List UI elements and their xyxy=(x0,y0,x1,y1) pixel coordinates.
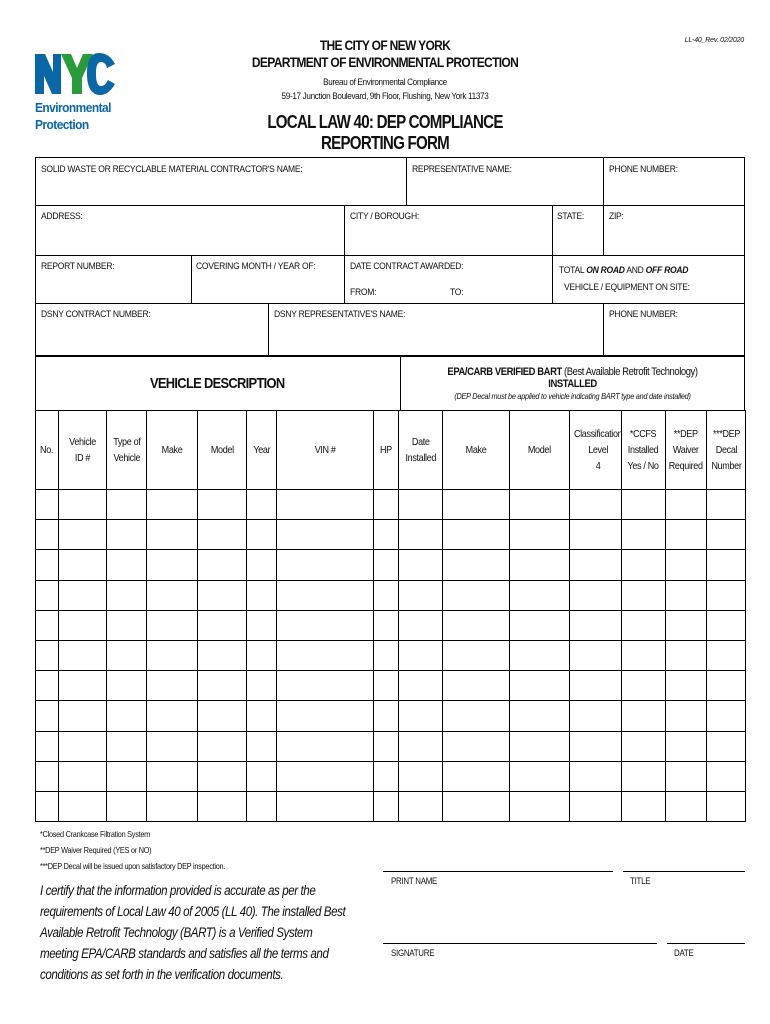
table-cell[interactable] xyxy=(107,640,147,670)
table-cell[interactable] xyxy=(374,490,399,520)
column-header: HP xyxy=(374,411,399,490)
table-cell[interactable] xyxy=(107,761,147,791)
footnote-ccfs: *Closed Crankcase Filtration System xyxy=(40,829,151,839)
table-cell[interactable] xyxy=(399,701,443,731)
table-cell[interactable] xyxy=(107,701,147,731)
table-cell[interactable] xyxy=(666,761,707,791)
column-header: Vehicle ID # xyxy=(59,411,107,490)
table-cell[interactable] xyxy=(707,550,746,580)
table-cell[interactable] xyxy=(510,671,570,701)
table-cell[interactable] xyxy=(36,791,59,821)
table-cell[interactable] xyxy=(198,520,247,550)
table-cell[interactable] xyxy=(277,580,374,610)
zip-label: ZIP: xyxy=(609,211,624,222)
table-cell[interactable] xyxy=(277,550,374,580)
table-cell[interactable] xyxy=(570,671,622,701)
table-cell[interactable] xyxy=(666,640,707,670)
table-cell[interactable] xyxy=(707,580,746,610)
date-awarded-label: DATE CONTRACT AWARDED: xyxy=(350,261,464,272)
column-header: Model xyxy=(510,411,570,490)
table-cell[interactable] xyxy=(443,490,510,520)
table-cell[interactable] xyxy=(707,490,746,520)
table-cell[interactable] xyxy=(510,791,570,821)
table-cell[interactable] xyxy=(666,580,707,610)
table-cell[interactable] xyxy=(36,490,59,520)
table-cell[interactable] xyxy=(443,580,510,610)
table-cell[interactable] xyxy=(443,550,510,580)
table-cell[interactable] xyxy=(59,580,107,610)
table-cell[interactable] xyxy=(443,610,510,640)
table-cell[interactable] xyxy=(622,731,666,761)
column-header: Model xyxy=(198,411,247,490)
table-cell[interactable] xyxy=(198,671,247,701)
table-cell[interactable] xyxy=(622,580,666,610)
table-cell[interactable] xyxy=(443,731,510,761)
address-line: 59-17 Junction Boulevard, 9th Floor, Flushing, New York 11373 xyxy=(281,91,489,102)
table-row xyxy=(36,701,746,731)
footnote-waiver: **DEP Waiver Required (YES or NO) xyxy=(40,845,152,855)
dsny-contract-label: DSNY CONTRACT NUMBER: xyxy=(41,309,151,320)
table-cell[interactable] xyxy=(107,490,147,520)
vehicle-table xyxy=(35,410,746,822)
table-cell[interactable] xyxy=(36,580,59,610)
table-cell[interactable] xyxy=(707,731,746,761)
table-cell[interactable] xyxy=(59,731,107,761)
table-cell[interactable] xyxy=(374,580,399,610)
table-cell[interactable] xyxy=(622,490,666,520)
representative-name-label: REPRESENTATIVE NAME: xyxy=(412,164,512,175)
city-borough-label: CITY / BOROUGH: xyxy=(350,211,419,222)
table-cell[interactable] xyxy=(277,701,374,731)
table-cell[interactable] xyxy=(443,640,510,670)
column-header: Year xyxy=(247,411,277,490)
table-cell[interactable] xyxy=(36,671,59,701)
table-cell[interactable] xyxy=(147,701,198,731)
vehicle-description-heading: VEHICLE DESCRIPTION xyxy=(150,375,285,392)
table-cell[interactable] xyxy=(622,671,666,701)
table-cell[interactable] xyxy=(570,520,622,550)
table-cell[interactable] xyxy=(36,610,59,640)
column-header: Make xyxy=(147,411,198,490)
table-cell[interactable] xyxy=(198,640,247,670)
table-cell[interactable] xyxy=(707,610,746,640)
table-cell[interactable] xyxy=(666,791,707,821)
table-cell[interactable] xyxy=(707,701,746,731)
table-cell[interactable] xyxy=(147,791,198,821)
table-cell[interactable] xyxy=(374,671,399,701)
table-cell[interactable] xyxy=(622,520,666,550)
table-cell[interactable] xyxy=(59,701,107,731)
table-cell[interactable] xyxy=(510,490,570,520)
table-cell[interactable] xyxy=(198,580,247,610)
table-row xyxy=(36,761,746,791)
column-header: Type of Vehicle xyxy=(107,411,147,490)
table-cell[interactable] xyxy=(147,610,198,640)
table-row xyxy=(36,791,746,821)
nyc-logo-icon xyxy=(35,50,115,98)
table-cell[interactable] xyxy=(277,490,374,520)
table-cell[interactable] xyxy=(374,550,399,580)
signature-field[interactable]: SIGNATURE xyxy=(391,948,435,958)
table-cell[interactable] xyxy=(399,640,443,670)
table-cell[interactable] xyxy=(277,731,374,761)
table-cell[interactable] xyxy=(399,671,443,701)
table-cell[interactable] xyxy=(570,610,622,640)
table-cell[interactable] xyxy=(374,761,399,791)
column-header: No. xyxy=(36,411,59,490)
report-number-label: REPORT NUMBER: xyxy=(41,261,115,272)
table-cell[interactable] xyxy=(36,761,59,791)
table-cell[interactable] xyxy=(622,640,666,670)
table-cell[interactable] xyxy=(147,490,198,520)
table-cell[interactable] xyxy=(510,580,570,610)
table-cell[interactable] xyxy=(666,520,707,550)
vehicle-section-header xyxy=(35,356,745,411)
table-cell[interactable] xyxy=(59,671,107,701)
table-cell[interactable] xyxy=(707,520,746,550)
table-cell[interactable] xyxy=(147,761,198,791)
date-field[interactable]: DATE xyxy=(674,948,694,958)
city-title: THE CITY OF NEW YORK xyxy=(319,37,451,53)
table-cell[interactable] xyxy=(36,520,59,550)
column-header: **DEP Waiver Required xyxy=(666,411,707,490)
table-cell[interactable] xyxy=(443,520,510,550)
table-cell[interactable] xyxy=(247,731,277,761)
vehicle-equipment-label: VEHICLE / EQUIPMENT ON SITE: xyxy=(564,282,690,293)
table-cell[interactable] xyxy=(247,791,277,821)
table-cell[interactable] xyxy=(59,490,107,520)
table-row xyxy=(36,671,746,701)
address-label: ADDRESS: xyxy=(41,211,83,222)
table-cell[interactable] xyxy=(374,701,399,731)
table-cell[interactable] xyxy=(622,550,666,580)
department-title: DEPARTMENT OF ENVIRONMENTAL PROTECTION xyxy=(251,54,519,70)
table-cell[interactable] xyxy=(510,550,570,580)
table-cell[interactable] xyxy=(107,671,147,701)
table-cell[interactable] xyxy=(399,761,443,791)
table-cell[interactable] xyxy=(666,550,707,580)
table-cell[interactable] xyxy=(59,761,107,791)
table-cell[interactable] xyxy=(147,671,198,701)
table-cell[interactable] xyxy=(399,610,443,640)
table-cell[interactable] xyxy=(247,671,277,701)
table-cell[interactable] xyxy=(36,550,59,580)
dsny-representative-label: DSNY REPRESENTATIVE'S NAME: xyxy=(274,309,406,320)
table-cell[interactable] xyxy=(247,550,277,580)
table-cell[interactable] xyxy=(198,610,247,640)
table-cell[interactable] xyxy=(107,580,147,610)
epa-decal-note: (DEP Decal must be applied to vehicle indicating BART type and date installed) xyxy=(454,391,691,401)
table-cell[interactable] xyxy=(510,731,570,761)
table-cell[interactable] xyxy=(443,701,510,731)
table-cell[interactable] xyxy=(570,550,622,580)
table-cell[interactable] xyxy=(510,520,570,550)
table-cell[interactable] xyxy=(107,520,147,550)
table-cell[interactable] xyxy=(622,761,666,791)
table-cell[interactable] xyxy=(374,610,399,640)
table-cell[interactable] xyxy=(666,671,707,701)
table-cell[interactable] xyxy=(59,610,107,640)
table-cell[interactable] xyxy=(622,791,666,821)
table-cell[interactable] xyxy=(36,701,59,731)
covering-month-label: COVERING MONTH / YEAR OF: xyxy=(196,261,316,272)
table-cell[interactable] xyxy=(666,610,707,640)
table-cell[interactable] xyxy=(374,520,399,550)
column-header: Make xyxy=(443,411,510,490)
table-cell[interactable] xyxy=(198,550,247,580)
table-cell[interactable] xyxy=(707,640,746,670)
table-cell[interactable] xyxy=(570,731,622,761)
table-cell[interactable] xyxy=(59,791,107,821)
table-cell[interactable] xyxy=(36,640,59,670)
table-cell[interactable] xyxy=(374,791,399,821)
table-cell[interactable] xyxy=(510,701,570,731)
table-cell[interactable] xyxy=(277,520,374,550)
table-cell[interactable] xyxy=(107,610,147,640)
table-cell[interactable] xyxy=(247,580,277,610)
table-cell[interactable] xyxy=(247,610,277,640)
column-header: Classification Level 4 xyxy=(570,411,622,490)
table-cell[interactable] xyxy=(399,490,443,520)
bureau-line: Bureau of Environmental Compliance xyxy=(323,77,447,88)
from-label: FROM: xyxy=(350,287,377,298)
contractor-name-label: SOLID WASTE OR RECYCLABLE MATERIAL CONTRACTOR'S NAME: xyxy=(41,164,303,175)
table-cell[interactable] xyxy=(247,520,277,550)
logo-line1: Environmental xyxy=(35,100,111,115)
state-label: STATE: xyxy=(557,211,585,222)
table-cell[interactable] xyxy=(59,520,107,550)
table-cell[interactable] xyxy=(707,791,746,821)
table-cell[interactable] xyxy=(374,640,399,670)
table-cell[interactable] xyxy=(666,731,707,761)
nyc-dep-logo xyxy=(35,50,117,132)
table-row xyxy=(36,490,746,520)
table-cell[interactable] xyxy=(443,761,510,791)
table-row xyxy=(36,580,746,610)
table-cell[interactable] xyxy=(399,731,443,761)
table-cell[interactable] xyxy=(510,640,570,670)
table-cell[interactable] xyxy=(198,490,247,520)
table-cell[interactable] xyxy=(198,791,247,821)
table-cell[interactable] xyxy=(277,791,374,821)
table-cell[interactable] xyxy=(198,731,247,761)
table-cell[interactable] xyxy=(570,490,622,520)
column-header: Date Installed xyxy=(399,411,443,490)
table-cell[interactable] xyxy=(59,640,107,670)
table-cell[interactable] xyxy=(510,610,570,640)
table-row xyxy=(36,731,746,761)
revision-label: LL-40_Rev. 02/2020 xyxy=(684,37,744,44)
table-cell[interactable] xyxy=(666,490,707,520)
footnote-decal: ***DEP Decal will be issued upon satisfactory DEP inspection. xyxy=(40,861,226,871)
table-cell[interactable] xyxy=(570,640,622,670)
table-cell[interactable] xyxy=(443,671,510,701)
table-cell[interactable] xyxy=(570,580,622,610)
table-cell[interactable] xyxy=(198,761,247,791)
to-label: TO: xyxy=(450,287,464,298)
table-row xyxy=(36,520,746,550)
dsny-phone-label: PHONE NUMBER: xyxy=(609,309,678,320)
table-cell[interactable] xyxy=(570,701,622,731)
table-cell[interactable] xyxy=(198,701,247,731)
table-cell[interactable] xyxy=(399,791,443,821)
table-cell[interactable] xyxy=(443,791,510,821)
table-cell[interactable] xyxy=(277,610,374,640)
total-vehicles-label: TOTAL ON ROAD AND OFF ROAD xyxy=(559,265,689,276)
table-cell[interactable] xyxy=(247,701,277,731)
certification-statement: I certify that the information provided is accurate as per the requirements of Local Law 40 of 2005 (LL 40). The installed Best Available Retrofit Technology (BART) is a Verified System meeting EPA/CARB standards and satisfies all the terms and conditions as set forth in the verification documents. xyxy=(40,883,346,982)
phone-number-label: PHONE NUMBER: xyxy=(609,164,678,175)
table-cell[interactable] xyxy=(399,580,443,610)
form-header xyxy=(200,37,570,154)
table-cell[interactable] xyxy=(622,610,666,640)
footnotes xyxy=(40,826,255,874)
table-row xyxy=(36,550,746,580)
table-cell[interactable] xyxy=(147,640,198,670)
column-header: ***DEP Decal Number xyxy=(707,411,746,490)
table-cell[interactable] xyxy=(277,640,374,670)
table-cell[interactable] xyxy=(399,520,443,550)
table-cell[interactable] xyxy=(107,791,147,821)
table-cell[interactable] xyxy=(510,761,570,791)
contractor-info-block xyxy=(35,157,745,356)
epa-carb-heading: EPA/CARB VERIFIED BART (Best Available Retrofit Technology) INSTALLED (DEP Decal must be applied to vehicle indicating BART type and date installed) xyxy=(400,357,744,410)
print-name-field[interactable]: PRINT NAME xyxy=(391,876,438,886)
table-cell[interactable] xyxy=(107,550,147,580)
table-cell[interactable] xyxy=(147,731,198,761)
table-cell[interactable] xyxy=(147,520,198,550)
table-cell[interactable] xyxy=(247,640,277,670)
table-cell[interactable] xyxy=(666,701,707,731)
column-header: VIN # xyxy=(277,411,374,490)
table-cell[interactable] xyxy=(277,671,374,701)
table-cell[interactable] xyxy=(622,701,666,731)
table-cell[interactable] xyxy=(147,550,198,580)
logo-line2: Protection xyxy=(35,117,89,132)
title-field[interactable]: TITLE xyxy=(630,876,651,886)
table-cell[interactable] xyxy=(374,731,399,761)
column-header: *CCFS Installed Yes / No xyxy=(622,411,666,490)
table-cell[interactable] xyxy=(570,761,622,791)
table-cell[interactable] xyxy=(277,761,374,791)
table-cell[interactable] xyxy=(247,761,277,791)
table-cell[interactable] xyxy=(707,671,746,701)
table-row xyxy=(36,610,746,640)
table-cell[interactable] xyxy=(59,550,107,580)
table-cell[interactable] xyxy=(36,731,59,761)
table-cell[interactable] xyxy=(147,580,198,610)
table-cell[interactable] xyxy=(570,791,622,821)
table-cell[interactable] xyxy=(707,761,746,791)
form-title: LOCAL LAW 40: DEP COMPLIANCE REPORTING FORM xyxy=(267,112,503,153)
table-cell[interactable] xyxy=(107,731,147,761)
table-row xyxy=(36,640,746,670)
table-cell[interactable] xyxy=(399,550,443,580)
table-cell[interactable] xyxy=(247,490,277,520)
